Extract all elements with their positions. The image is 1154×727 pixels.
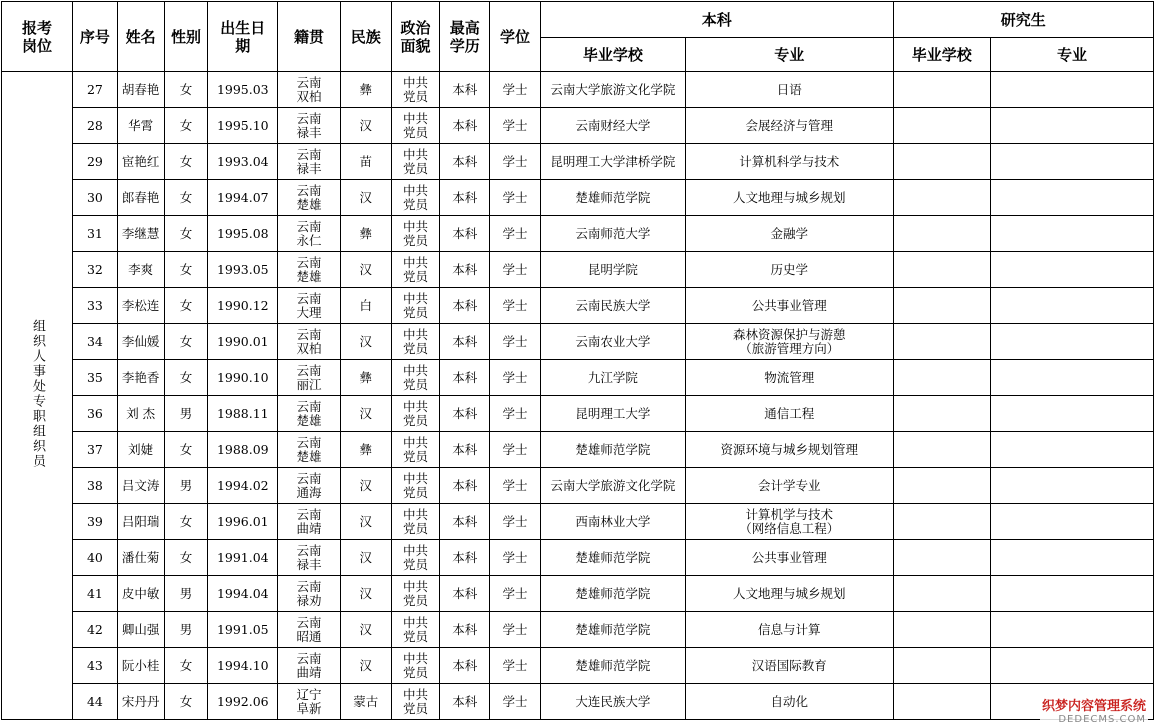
cell-name: 李继慧	[117, 216, 164, 252]
cell-ug-major: 历史学	[685, 252, 893, 288]
cell-ug-school: 九江学院	[540, 360, 685, 396]
cell-ug-major: 会展经济与管理	[685, 108, 893, 144]
cell-degree: 学士	[490, 504, 541, 540]
cell-ug-school: 云南民族大学	[540, 288, 685, 324]
cell-ethnicity: 汉	[340, 252, 391, 288]
cell-ug-school: 西南林业大学	[540, 504, 685, 540]
header-origin: 籍贯	[278, 2, 341, 72]
cell-birth: 1994.02	[208, 468, 278, 504]
cell-ug-school: 楚雄师范学院	[540, 180, 685, 216]
header-political: 政治 面貌	[391, 2, 440, 72]
cell-political: 中共 党员	[391, 468, 440, 504]
cell-gr-school	[893, 288, 990, 324]
watermark-line1: 织梦内容管理系统	[1041, 699, 1146, 714]
cell-ug-school: 昆明理工大学津桥学院	[540, 144, 685, 180]
cell-birth: 1996.01	[208, 504, 278, 540]
cell-degree: 学士	[490, 684, 541, 720]
header-post: 报考 岗位	[2, 2, 73, 72]
cell-education: 本科	[440, 648, 490, 684]
cell-degree: 学士	[490, 576, 541, 612]
cell-degree: 学士	[490, 252, 541, 288]
cell-gender: 女	[164, 252, 208, 288]
cell-origin: 云南 永仁	[278, 216, 341, 252]
cell-origin: 云南 楚雄	[278, 432, 341, 468]
cell-name: 李松连	[117, 288, 164, 324]
cell-origin: 云南 禄丰	[278, 108, 341, 144]
cell-gr-major	[990, 468, 1153, 504]
cell-seq: 33	[73, 288, 118, 324]
cell-gr-school	[893, 576, 990, 612]
cell-education: 本科	[440, 72, 490, 108]
cell-gr-school	[893, 648, 990, 684]
table-row	[2, 144, 1154, 180]
cell-political: 中共 党员	[391, 360, 440, 396]
cell-origin: 云南 通海	[278, 468, 341, 504]
cell-gr-major	[990, 540, 1153, 576]
header-ug-school: 毕业学校	[540, 38, 685, 72]
cell-gr-school	[893, 180, 990, 216]
cell-seq: 29	[73, 144, 118, 180]
cell-seq: 44	[73, 684, 118, 720]
cell-gr-major	[990, 396, 1153, 432]
header-graduate: 研究生	[893, 2, 1153, 38]
cell-education: 本科	[440, 324, 490, 360]
cell-ethnicity: 彝	[340, 360, 391, 396]
cell-political: 中共 党员	[391, 216, 440, 252]
cell-education: 本科	[440, 216, 490, 252]
header-birth: 出生日 期	[208, 2, 278, 72]
cell-name: 潘仕菊	[117, 540, 164, 576]
cell-birth: 1995.03	[208, 72, 278, 108]
cell-gr-major	[990, 324, 1153, 360]
cell-degree: 学士	[490, 648, 541, 684]
cell-education: 本科	[440, 360, 490, 396]
cell-political: 中共 党员	[391, 612, 440, 648]
cell-gender: 女	[164, 360, 208, 396]
cell-political: 中共 党员	[391, 252, 440, 288]
cell-ethnicity: 汉	[340, 612, 391, 648]
cell-gender: 女	[164, 216, 208, 252]
cell-degree: 学士	[490, 180, 541, 216]
cell-origin: 云南 禄丰	[278, 540, 341, 576]
cell-degree: 学士	[490, 540, 541, 576]
cell-ug-major: 资源环境与城乡规划管理	[685, 432, 893, 468]
cell-ethnicity: 汉	[340, 576, 391, 612]
candidate-table	[1, 1, 1154, 720]
cell-origin: 云南 昭通	[278, 612, 341, 648]
cell-ug-major: 自动化	[685, 684, 893, 720]
cell-gender: 女	[164, 180, 208, 216]
cell-seq: 38	[73, 468, 118, 504]
cell-gr-school	[893, 72, 990, 108]
cell-education: 本科	[440, 396, 490, 432]
cell-gender: 女	[164, 648, 208, 684]
cell-ug-major: 计算机学与技术 （网络信息工程）	[685, 504, 893, 540]
cell-ethnicity: 白	[340, 288, 391, 324]
cell-political: 中共 党员	[391, 180, 440, 216]
cell-degree: 学士	[490, 324, 541, 360]
cell-education: 本科	[440, 144, 490, 180]
cell-gr-school	[893, 216, 990, 252]
cell-gr-school	[893, 468, 990, 504]
cell-political: 中共 党员	[391, 648, 440, 684]
cell-ethnicity: 蒙古	[340, 684, 391, 720]
cell-education: 本科	[440, 432, 490, 468]
cell-gr-school	[893, 252, 990, 288]
cell-origin: 云南 楚雄	[278, 180, 341, 216]
cell-gr-school	[893, 504, 990, 540]
cell-education: 本科	[440, 684, 490, 720]
cell-ug-school: 楚雄师范学院	[540, 432, 685, 468]
header-seq: 序号	[73, 2, 118, 72]
cell-origin: 云南 丽江	[278, 360, 341, 396]
cell-education: 本科	[440, 108, 490, 144]
cell-ug-major: 日语	[685, 72, 893, 108]
cell-seq: 43	[73, 648, 118, 684]
cell-name: 卿山强	[117, 612, 164, 648]
cell-gr-major	[990, 72, 1153, 108]
cell-ug-school: 楚雄师范学院	[540, 576, 685, 612]
cell-ug-major: 金融学	[685, 216, 893, 252]
cell-ethnicity: 汉	[340, 396, 391, 432]
cell-name: 阮小桂	[117, 648, 164, 684]
cell-gender: 女	[164, 432, 208, 468]
cell-name: 华霄	[117, 108, 164, 144]
header-education: 最高 学历	[440, 2, 490, 72]
cell-ethnicity: 彝	[340, 72, 391, 108]
cell-name: 吕阳瑞	[117, 504, 164, 540]
watermark-logo	[1040, 699, 1148, 725]
cell-gr-school	[893, 144, 990, 180]
cell-birth: 1992.06	[208, 684, 278, 720]
header-ug-major: 专业	[685, 38, 893, 72]
cell-education: 本科	[440, 180, 490, 216]
cell-origin: 云南 双柏	[278, 324, 341, 360]
cell-political: 中共 党员	[391, 396, 440, 432]
cell-seq: 40	[73, 540, 118, 576]
cell-birth: 1994.07	[208, 180, 278, 216]
cell-seq: 34	[73, 324, 118, 360]
cell-gender: 女	[164, 72, 208, 108]
cell-degree: 学士	[490, 72, 541, 108]
table-row	[2, 108, 1154, 144]
cell-origin: 辽宁 阜新	[278, 684, 341, 720]
cell-name: 吕文涛	[117, 468, 164, 504]
cell-ug-major: 人文地理与城乡规划	[685, 576, 893, 612]
cell-origin: 云南 大理	[278, 288, 341, 324]
table-row	[2, 684, 1154, 720]
cell-degree: 学士	[490, 216, 541, 252]
table-row	[2, 324, 1154, 360]
cell-birth: 1990.10	[208, 360, 278, 396]
header-ethnicity: 民族	[340, 2, 391, 72]
cell-gr-school	[893, 612, 990, 648]
header-name: 姓名	[117, 2, 164, 72]
cell-gr-school	[893, 324, 990, 360]
cell-seq: 28	[73, 108, 118, 144]
cell-gr-major	[990, 144, 1153, 180]
cell-gr-major	[990, 252, 1153, 288]
cell-gender: 女	[164, 684, 208, 720]
cell-birth: 1991.05	[208, 612, 278, 648]
cell-gr-major	[990, 216, 1153, 252]
cell-ug-school: 云南师范大学	[540, 216, 685, 252]
cell-seq: 41	[73, 576, 118, 612]
cell-political: 中共 党员	[391, 288, 440, 324]
cell-gr-major	[990, 288, 1153, 324]
post-name: 组织人事处专职组织员	[30, 319, 45, 469]
cell-origin: 云南 禄丰	[278, 144, 341, 180]
cell-name: 刘 杰	[117, 396, 164, 432]
cell-degree: 学士	[490, 468, 541, 504]
cell-birth: 1993.05	[208, 252, 278, 288]
cell-name: 李仙媛	[117, 324, 164, 360]
cell-seq: 31	[73, 216, 118, 252]
cell-ethnicity: 汉	[340, 468, 391, 504]
cell-birth: 1995.10	[208, 108, 278, 144]
cell-birth: 1994.04	[208, 576, 278, 612]
cell-ethnicity: 苗	[340, 144, 391, 180]
cell-ethnicity: 彝	[340, 216, 391, 252]
cell-birth: 1991.04	[208, 540, 278, 576]
cell-birth: 1990.12	[208, 288, 278, 324]
cell-seq: 35	[73, 360, 118, 396]
cell-ethnicity: 汉	[340, 180, 391, 216]
cell-birth: 1994.10	[208, 648, 278, 684]
cell-education: 本科	[440, 540, 490, 576]
cell-ug-school: 云南大学旅游文化学院	[540, 72, 685, 108]
cell-name: 刘婕	[117, 432, 164, 468]
cell-education: 本科	[440, 468, 490, 504]
header-gr-major: 专业	[990, 38, 1153, 72]
cell-ethnicity: 汉	[340, 108, 391, 144]
cell-gr-major	[990, 504, 1153, 540]
cell-origin: 云南 双柏	[278, 72, 341, 108]
cell-education: 本科	[440, 576, 490, 612]
cell-ethnicity: 汉	[340, 324, 391, 360]
cell-ug-major: 公共事业管理	[685, 540, 893, 576]
cell-gr-major	[990, 576, 1153, 612]
table-row	[2, 72, 1154, 108]
cell-ug-school: 楚雄师范学院	[540, 612, 685, 648]
cell-birth: 1990.01	[208, 324, 278, 360]
table-row	[2, 540, 1154, 576]
cell-political: 中共 党员	[391, 540, 440, 576]
cell-gr-school	[893, 396, 990, 432]
cell-origin: 云南 楚雄	[278, 396, 341, 432]
cell-education: 本科	[440, 612, 490, 648]
cell-gender: 女	[164, 324, 208, 360]
cell-ug-major: 信息与计算	[685, 612, 893, 648]
table-row	[2, 612, 1154, 648]
table-body	[2, 72, 1154, 720]
cell-ethnicity: 彝	[340, 432, 391, 468]
table-row	[2, 504, 1154, 540]
cell-ug-major: 计算机科学与技术	[685, 144, 893, 180]
cell-gr-major	[990, 360, 1153, 396]
cell-name: 宦艳红	[117, 144, 164, 180]
cell-ethnicity: 汉	[340, 504, 391, 540]
cell-gender: 女	[164, 144, 208, 180]
cell-name: 李爽	[117, 252, 164, 288]
table-row	[2, 360, 1154, 396]
cell-gender: 男	[164, 612, 208, 648]
cell-ug-school: 云南大学旅游文化学院	[540, 468, 685, 504]
cell-ethnicity: 汉	[340, 540, 391, 576]
cell-gr-major	[990, 180, 1153, 216]
cell-ug-major: 会计学专业	[685, 468, 893, 504]
cell-name: 宋丹丹	[117, 684, 164, 720]
cell-education: 本科	[440, 252, 490, 288]
cell-political: 中共 党员	[391, 72, 440, 108]
cell-seq: 27	[73, 72, 118, 108]
cell-name: 胡春艳	[117, 72, 164, 108]
cell-gr-school	[893, 432, 990, 468]
table-row	[2, 432, 1154, 468]
header-gender: 性别	[164, 2, 208, 72]
cell-degree: 学士	[490, 432, 541, 468]
cell-ug-school: 云南农业大学	[540, 324, 685, 360]
cell-degree: 学士	[490, 360, 541, 396]
cell-gr-major	[990, 432, 1153, 468]
cell-birth: 1995.08	[208, 216, 278, 252]
cell-political: 中共 党员	[391, 432, 440, 468]
cell-gender: 女	[164, 288, 208, 324]
cell-degree: 学士	[490, 144, 541, 180]
cell-ug-major: 汉语国际教育	[685, 648, 893, 684]
table-row	[2, 180, 1154, 216]
cell-gr-school	[893, 684, 990, 720]
table-row	[2, 396, 1154, 432]
cell-origin: 云南 曲靖	[278, 504, 341, 540]
cell-gr-school	[893, 360, 990, 396]
cell-gender: 男	[164, 396, 208, 432]
cell-degree: 学士	[490, 108, 541, 144]
cell-birth: 1988.09	[208, 432, 278, 468]
cell-gender: 女	[164, 540, 208, 576]
cell-gr-school	[893, 108, 990, 144]
table-row	[2, 648, 1154, 684]
cell-name: 李艳香	[117, 360, 164, 396]
cell-degree: 学士	[490, 288, 541, 324]
cell-origin: 云南 曲靖	[278, 648, 341, 684]
header-undergrad: 本科	[540, 2, 893, 38]
cell-ug-major: 公共事业管理	[685, 288, 893, 324]
cell-ug-school: 昆明学院	[540, 252, 685, 288]
cell-seq: 39	[73, 504, 118, 540]
cell-ug-school: 昆明理工大学	[540, 396, 685, 432]
cell-political: 中共 党员	[391, 324, 440, 360]
cell-origin: 云南 楚雄	[278, 252, 341, 288]
cell-education: 本科	[440, 504, 490, 540]
cell-origin: 云南 禄劝	[278, 576, 341, 612]
cell-seq: 32	[73, 252, 118, 288]
cell-seq: 30	[73, 180, 118, 216]
watermark-line2: DEDECMS.COM	[1058, 714, 1146, 725]
cell-gender: 男	[164, 576, 208, 612]
table-row	[2, 288, 1154, 324]
post-cell	[2, 72, 73, 720]
cell-gender: 男	[164, 468, 208, 504]
cell-birth: 1988.11	[208, 396, 278, 432]
header-gr-school: 毕业学校	[893, 38, 990, 72]
cell-name: 皮中敏	[117, 576, 164, 612]
cell-ug-school: 楚雄师范学院	[540, 540, 685, 576]
table-row	[2, 216, 1154, 252]
cell-seq: 37	[73, 432, 118, 468]
cell-degree: 学士	[490, 396, 541, 432]
cell-ug-major: 森林资源保护与游憩 （旅游管理方向）	[685, 324, 893, 360]
cell-gender: 女	[164, 108, 208, 144]
cell-gr-major	[990, 612, 1153, 648]
cell-political: 中共 党员	[391, 144, 440, 180]
cell-seq: 36	[73, 396, 118, 432]
table-row	[2, 468, 1154, 504]
table-row	[2, 252, 1154, 288]
header-degree: 学位	[490, 2, 541, 72]
cell-gr-major	[990, 108, 1153, 144]
cell-education: 本科	[440, 288, 490, 324]
cell-seq: 42	[73, 612, 118, 648]
cell-political: 中共 党员	[391, 684, 440, 720]
cell-political: 中共 党员	[391, 576, 440, 612]
cell-political: 中共 党员	[391, 108, 440, 144]
cell-gr-major	[990, 648, 1153, 684]
table-row	[2, 576, 1154, 612]
cell-ug-school: 云南财经大学	[540, 108, 685, 144]
cell-gr-school	[893, 540, 990, 576]
cell-birth: 1993.04	[208, 144, 278, 180]
cell-political: 中共 党员	[391, 504, 440, 540]
cell-ug-major: 人文地理与城乡规划	[685, 180, 893, 216]
cell-ug-school: 大连民族大学	[540, 684, 685, 720]
cell-gender: 女	[164, 504, 208, 540]
cell-ug-school: 楚雄师范学院	[540, 648, 685, 684]
cell-name: 郎春艳	[117, 180, 164, 216]
cell-ug-major: 物流管理	[685, 360, 893, 396]
cell-ethnicity: 汉	[340, 648, 391, 684]
cell-ug-major: 通信工程	[685, 396, 893, 432]
cell-degree: 学士	[490, 612, 541, 648]
